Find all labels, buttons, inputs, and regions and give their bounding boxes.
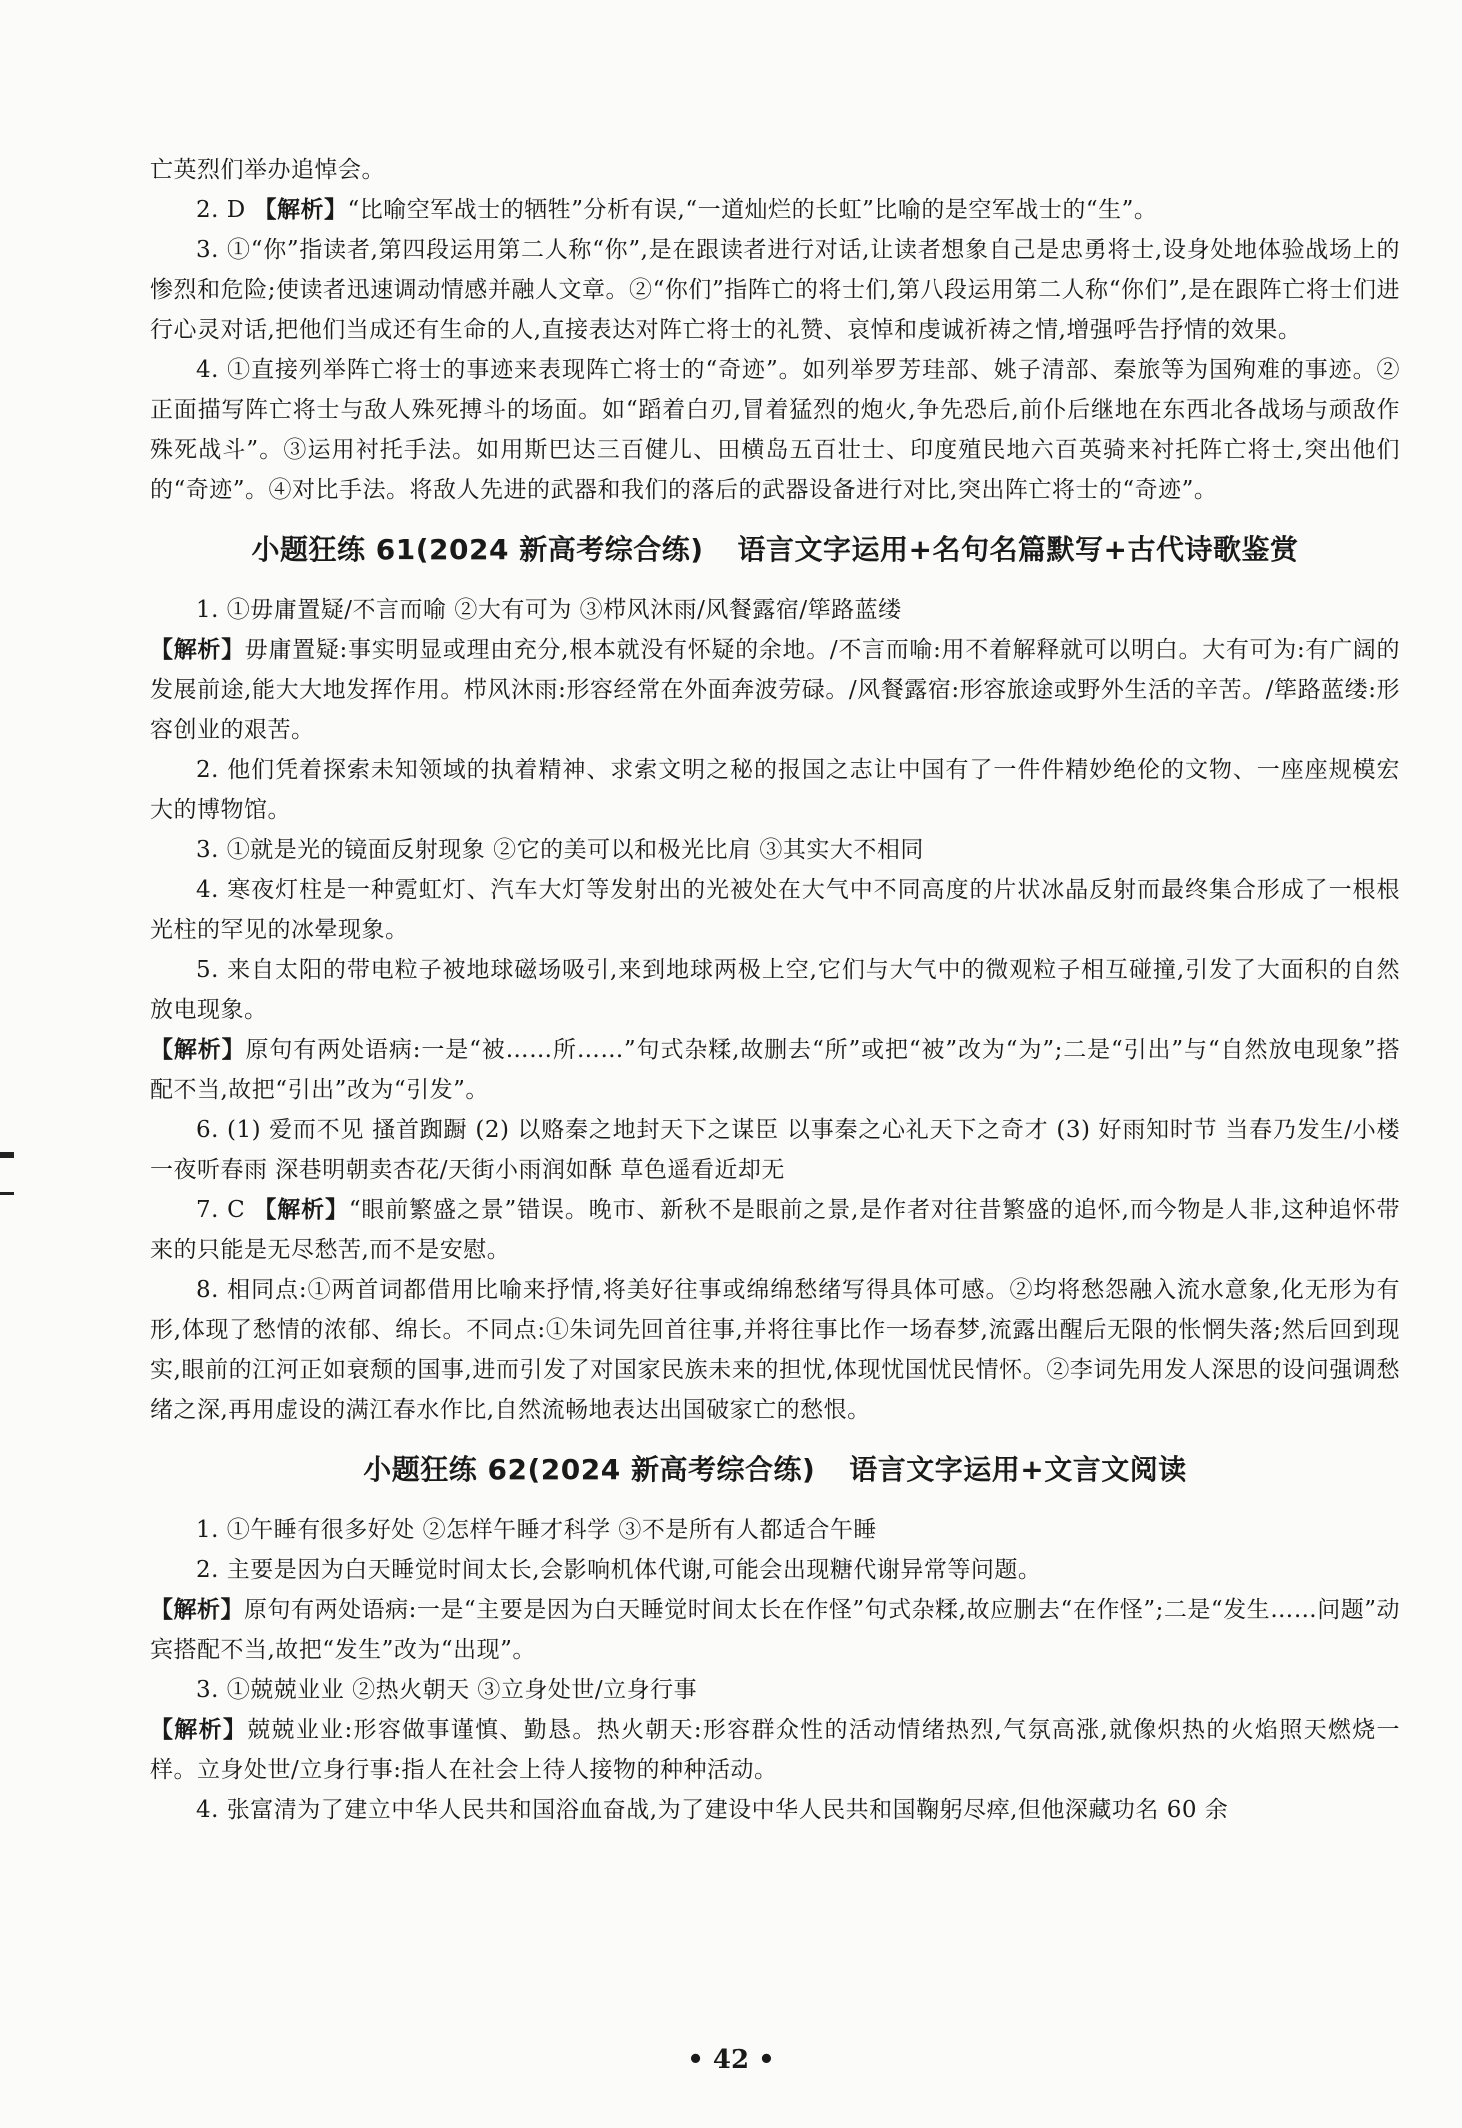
- analysis-text: 原句有两处语病:一是“被……所……”句式杂糅,故删去“所”或把“被”改为“为”;二是“引出”与“自然放电现象”搭配不当,故把“引出”改为“引发”。: [150, 1037, 1401, 1103]
- answer-text: “比喻空军战士的牺牲”分析有误,“一道灿烂的长虹”比喻的是空军战士的“生”。: [347, 197, 1158, 223]
- analysis-1: [150, 630, 1400, 750]
- analysis-3: [150, 1710, 1400, 1790]
- answer-number: 2. D: [196, 197, 246, 223]
- answer-4: 4. 张富清为了建立中华人民共和国浴血奋战,为了建设中华人民共和国鞠躬尽瘁,但他深藏功名 60 余: [196, 1797, 1229, 1823]
- page-number: • 42 •: [687, 2045, 775, 2075]
- answer-6: 6. (1) 爱而不见 搔首踟蹰 (2) 以赂秦之地封天下之谋臣 以事秦之心礼天下之奇才 (3) 好雨知时节 当春乃发生/小楼一夜听春雨 深巷明朝卖杏花/天街小雨润如酥 草色遥看近却无: [150, 1117, 1400, 1183]
- answer-7: [150, 1190, 1400, 1270]
- section-title-62: [150, 1448, 1400, 1492]
- analysis-5: [150, 1030, 1400, 1110]
- analysis-2: [150, 1590, 1400, 1670]
- analysis-tag: 【解析】: [253, 197, 348, 223]
- answer-2: [150, 190, 1400, 230]
- answer-1: 1. ①毋庸置疑/不言而喻 ②大有可为 ③栉风沐雨/风餐露宿/筚路蓝缕: [196, 597, 902, 623]
- binding-mark: [0, 1152, 14, 1158]
- answer-2: 2. 主要是因为白天睡觉时间太长,会影响机体代谢,可能会出现糖代谢异常等问题。: [196, 1557, 1042, 1583]
- answer-3: 3. ①就是光的镜面反射现象 ②它的美可以和极光比肩 ③其实大不相同: [196, 837, 924, 863]
- answer-3: 3. ①兢兢业业 ②热火朝天 ③立身处世/立身行事: [196, 1677, 698, 1703]
- section-title-left: 小题狂练 61(2024 新高考综合练): [251, 533, 704, 566]
- answer-5: 5. 来自太阳的带电粒子被地球磁场吸引,来到地球两极上空,它们与大气中的微观粒子相互碰撞,引发了大面积的自然放电现象。: [150, 957, 1400, 1023]
- analysis-tag: 【解析】: [253, 1197, 349, 1223]
- analysis-tag: 【解析】: [150, 1597, 245, 1623]
- analysis-tag: 【解析】: [150, 1717, 248, 1743]
- answer-4: 4. ①直接列举阵亡将士的事迹来表现阵亡将士的“奇迹”。如列举罗芳珪部、姚子清部、秦旅等为国殉难的事迹。②正面描写阵亡将士与敌人殊死搏斗的场面。如“蹈着白刃,冒着猛烈的炮火,争先恐后,前仆后继地在东西北各战场与顽敌作殊死战斗”。③运用衬托手法。如用斯巴达三百健儿、田横岛五百壮士、印度殖民地六百英骑来衬托阵亡将士,突出他们的“奇迹”。④对比手法。将敌人先进的武器和我们的落后的武器设备进行对比,突出阵亡将士的“奇迹”。: [150, 357, 1400, 503]
- answer-text: “眼前繁盛之景”错误。晚市、新秋不是眼前之景,是作者对往昔繁盛的追怀,而今物是人非,这种追怀带来的只能是无尽愁苦,而不是安慰。: [150, 1197, 1401, 1263]
- answer-2: 2. 他们凭着探索未知领域的执着精神、求索文明之秘的报国之志让中国有了一件件精妙绝伦的文物、一座座规模宏大的博物馆。: [150, 757, 1400, 823]
- binding-mark: [0, 1192, 14, 1195]
- analysis-text: 兢兢业业:形容做事谨慎、勤恳。热火朝天:形容群众性的活动情绪热烈,气氛高涨,就像炽热的火焰照天燃烧一样。立身处世/立身行事:指人在社会上待人接物的种种活动。: [150, 1717, 1401, 1783]
- answer-8: 8. 相同点:①两首词都借用比喻来抒情,将美好往事或绵绵愁绪写得具体可感。②均将愁怨融入流水意象,化无形为有形,体现了愁情的浓郁、绵长。不同点:①朱词先回首往事,并将往事比作一场春梦,流露出醒后无限的怅惘失落;然后回到现实,眼前的江河正如衰颓的国事,进而引发了对国家民族未来的担忧,体现忧国忧民情怀。②李词先用发人深思的设问强调愁绪之深,再用虚设的满江春水作比,自然流畅地表达出国破家亡的愁恨。: [150, 1277, 1400, 1423]
- analysis-tag: 【解析】: [150, 1037, 246, 1063]
- answer-3: 3. ①“你”指读者,第四段运用第二人称“你”,是在跟读者进行对话,让读者想象自己是忠勇将士,设身处地体验战场上的惨烈和危险;使读者迅速调动情感并融人文章。②“你们”指阵亡的将士们,第八段运用第二人称“你们”,是在跟阵亡将士们进行心灵对话,把他们当成还有生命的人,直接表达对阵亡将士的礼赞、哀悼和虔诚祈祷之情,增强呼告抒情的效果。: [150, 237, 1400, 343]
- analysis-tag: 【解析】: [150, 637, 245, 663]
- continued-text: 亡英烈们举办追悼会。: [150, 157, 385, 183]
- analysis-text: 原句有两处语病:一是“主要是因为白天睡觉时间太长在作怪”句式杂糅,故应删去“在作怪”;二是“发生……问题”动宾搭配不当,故把“发生”改为“出现”。: [150, 1597, 1400, 1663]
- answer-4: 4. 寒夜灯柱是一种霓虹灯、汽车大灯等发射出的光被处在大气中不同高度的片状冰晶反射而最终集合形成了一根根光柱的罕见的冰晕现象。: [150, 877, 1400, 943]
- section-title-right: 语言文字运用+名句名篇默写+古代诗歌鉴赏: [737, 533, 1299, 566]
- section-title-left: 小题狂练 62(2024 新高考综合练): [363, 1453, 816, 1486]
- section-title-61: [150, 528, 1400, 572]
- page-content: [150, 150, 1400, 1830]
- analysis-text: 毋庸置疑:事实明显或理由充分,根本就没有怀疑的余地。/不言而喻:用不着解释就可以明白。大有可为:有广阔的发展前途,能大大地发挥作用。栉风沐雨:形容经常在外面奔波劳碌。/风餐露宿:形容旅途或野外生活的辛苦。/筚路蓝缕:形容创业的艰苦。: [150, 637, 1400, 743]
- section-title-right: 语言文字运用+文言文阅读: [849, 1453, 1187, 1486]
- answer-number: 7. C: [196, 1197, 246, 1223]
- answer-1: 1. ①午睡有很多好处 ②怎样午睡才科学 ③不是所有人都适合午睡: [196, 1517, 877, 1543]
